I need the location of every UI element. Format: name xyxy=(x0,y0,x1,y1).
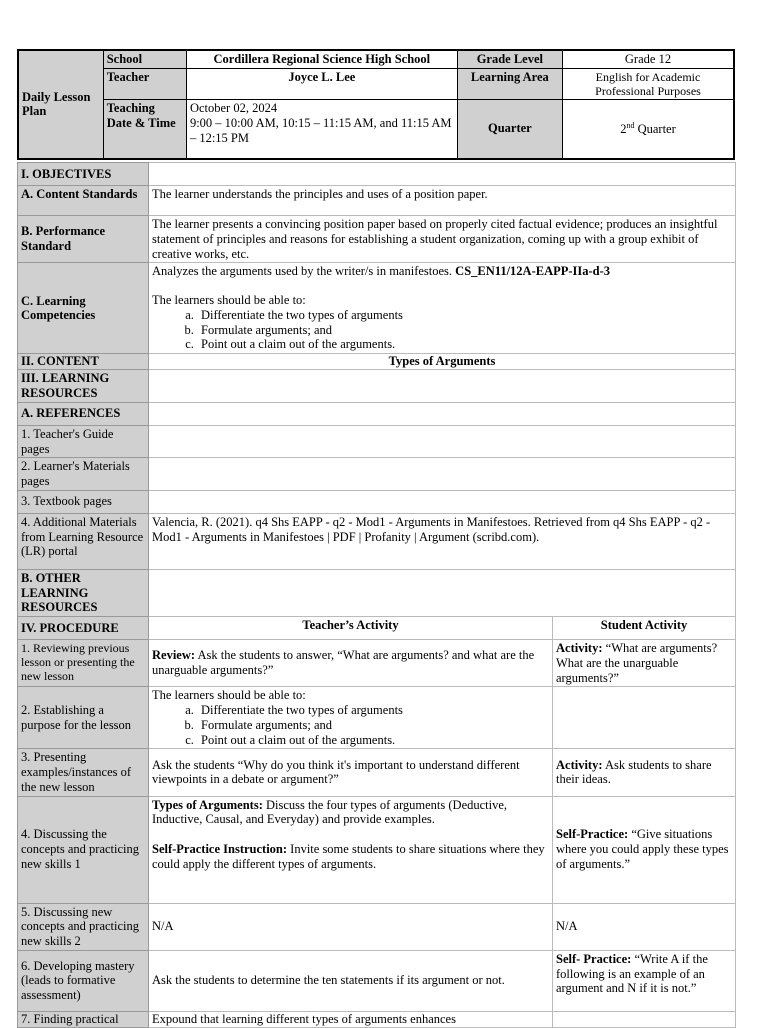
types-text: Discuss the four types of arguments (Deductive, Inductive, Causal, and Everyday) and provide examples. xyxy=(152,797,508,827)
learning-area-label: Learning Area xyxy=(457,68,562,99)
student-activity-header: Student Activity xyxy=(553,617,736,640)
list-item: c. Point out a claim out of the arguments. xyxy=(197,337,732,352)
procedure-step-7-teacher: Expound that learning different types of arguments enhances xyxy=(149,1011,553,1027)
activity-label: Activity: xyxy=(556,641,603,655)
teacher-activity-header: Teacher’s Activity xyxy=(149,617,553,640)
learning-competencies-value xyxy=(149,263,736,354)
textbook-pages-label: 3. Textbook pages xyxy=(18,490,149,513)
self-practice-text: “Write A if the following is an example of an argument and N if it is not.” xyxy=(556,951,708,996)
purpose-list xyxy=(152,703,549,747)
teachers-guide-value xyxy=(149,425,736,458)
review-text: Ask the students to answer, “What are arguments? and what are the unarguable arguments?” xyxy=(152,648,535,678)
competency-code: CS_EN11/12A-EAPP-IIa-d-3 xyxy=(455,264,611,279)
grade-level-label: Grade Level xyxy=(457,50,562,68)
procedure-step-7-student xyxy=(553,1011,736,1027)
list-item: a. Differentiate the two types of arguments xyxy=(197,308,732,323)
procedure-step-5-teacher: N/A xyxy=(149,903,553,950)
competency-intro: Analyzes the arguments used by the writer/s in manifestoes. xyxy=(152,264,456,279)
procedure-step-6-label: 6. Developing mastery (leads to formative assessment) xyxy=(18,950,149,1011)
procedure-step-1-student xyxy=(553,640,736,687)
lesson-plan-table xyxy=(17,162,736,1028)
learning-resources-empty xyxy=(149,370,736,403)
content-label: II. CONTENT xyxy=(18,354,149,370)
competency-should: The learners should be able to: xyxy=(152,293,306,307)
activity-text: “What are arguments? What are the unarguable arguments?” xyxy=(556,641,718,685)
performance-standard-label: B. Performance Standard xyxy=(18,216,149,263)
other-resources-label: B. OTHER LEARNING RESOURCES xyxy=(18,569,149,616)
daily-lesson-plan-label: Daily Lesson Plan xyxy=(18,50,103,159)
grade-level-value: Grade 12 xyxy=(562,50,734,68)
procedure-step-2-student xyxy=(553,687,736,749)
performance-standard-value: The learner presents a convincing position paper based on properly cited factual evidence; produces an insightful statement of principles and reasons for establishing a student organization, coming up with a group exhibit of creative works, etc. xyxy=(149,216,736,263)
list-item: b. Formulate arguments; and xyxy=(197,323,732,338)
references-label: A. REFERENCES xyxy=(18,402,149,425)
learners-materials-label: 2. Learner's Materials pages xyxy=(18,458,149,491)
procedure-step-1-label: 1. Reviewing previous lesson or presenting the new lesson xyxy=(18,640,149,687)
quarter-number: 2 xyxy=(620,122,627,137)
school-value: Cordillera Regional Science High School xyxy=(186,50,457,68)
teaching-date: October 02, 2024 xyxy=(189,101,278,116)
school-label: School xyxy=(103,50,186,68)
self-practice-label: Self-Practice: xyxy=(556,827,629,842)
procedure-step-5-label: 5. Discussing new concepts and practicing new skills 2 xyxy=(18,903,149,950)
self-practice-label: Self- Practice: xyxy=(556,951,632,966)
quarter-word: Quarter xyxy=(634,122,676,137)
types-of-arguments xyxy=(152,798,549,828)
teaching-date-label: Teaching Date & Time xyxy=(103,100,186,159)
self-practice-text: “Give situations where you could apply these types of arguments.” xyxy=(556,827,729,871)
activity-label: Activity: xyxy=(556,757,603,772)
procedure-heading: IV. PROCEDURE xyxy=(18,617,149,640)
procedure-step-5-student: N/A xyxy=(553,903,736,950)
procedure-step-6-student xyxy=(553,950,736,1011)
content-standards-label: A. Content Standards xyxy=(18,186,149,216)
objectives-heading: I. OBJECTIVES xyxy=(18,163,149,186)
learning-area-value: English for Academic Professional Purposes xyxy=(562,68,734,99)
learning-competencies-label: C. Learning Competencies xyxy=(18,263,149,354)
procedure-step-3-label: 3. Presenting examples/instances of the new lesson xyxy=(18,749,149,796)
purpose-intro: The learners should be able to: xyxy=(152,688,306,703)
procedure-step-4-teacher xyxy=(149,796,553,903)
header-table xyxy=(17,49,735,160)
teachers-guide-label: 1. Teacher's Guide pages xyxy=(18,425,149,458)
procedure-step-4-student xyxy=(553,796,736,903)
other-resources-value xyxy=(149,569,736,616)
procedure-step-4-label: 4. Discussing the concepts and practicing new skills 1 xyxy=(18,796,149,903)
activity-text: Ask students to share their ideas. xyxy=(556,757,712,787)
teacher-label: Teacher xyxy=(103,68,186,99)
content-standards-value: The learner understands the principles and uses of a position paper. xyxy=(149,186,736,216)
procedure-step-2-teacher xyxy=(149,687,553,749)
teaching-time: 9:00 – 10:00 AM, 10:15 – 11:15 AM, and 11:15 AM – 12:15 PM xyxy=(189,115,452,145)
types-label: Types of Arguments: xyxy=(152,797,263,812)
teacher-value: Joyce L. Lee xyxy=(186,68,457,99)
review-label: Review: xyxy=(152,648,196,663)
teaching-date-value xyxy=(186,100,457,159)
procedure-step-6-teacher: Ask the students to determine the ten statements if its argument or not. xyxy=(149,950,553,1011)
self-practice-instruction xyxy=(152,842,549,872)
learning-resources-label: III. LEARNING RESOURCES xyxy=(18,370,149,403)
list-item: c. Point out a claim out of the arguments. xyxy=(197,733,549,748)
competency-statement xyxy=(152,264,732,279)
learners-materials-value xyxy=(149,458,736,491)
competency-list xyxy=(152,308,732,352)
list-item: b. Formulate arguments; and xyxy=(197,718,549,733)
procedure-step-7-label: 7. Finding practical xyxy=(18,1011,149,1027)
procedure-step-2-label: 2. Establishing a purpose for the lesson xyxy=(18,687,149,749)
lr-portal-label: 4. Additional Materials from Learning Resource (LR) portal xyxy=(18,513,149,569)
instruction-label: Self-Practice Instruction: xyxy=(152,842,288,856)
procedure-step-1-teacher xyxy=(149,640,553,687)
quarter-value xyxy=(562,100,734,159)
textbook-pages-value xyxy=(149,490,736,513)
quarter-label: Quarter xyxy=(457,100,562,159)
instruction-text: Invite some students to share situations where they could apply the different types of arguments. xyxy=(152,842,545,871)
references-empty xyxy=(149,402,736,425)
procedure-step-3-teacher: Ask the students “Why do you think it's important to understand different viewpoints in a debate or argument?” xyxy=(149,749,553,796)
objectives-empty xyxy=(149,163,736,186)
list-item: a. Differentiate the two types of arguments xyxy=(197,703,549,718)
lr-portal-value: Valencia, R. (2021). q4 Shs EAPP - q2 - Mod1 - Arguments in Manifestoes. Retrieved from q4 Shs EAPP - q2 - Mod1 - Arguments in Manifestoes | PDF | Profanity | Argument (scribd.com). xyxy=(149,513,736,569)
content-value: Types of Arguments xyxy=(149,354,736,370)
procedure-step-3-student xyxy=(553,749,736,796)
quarter-suffix: nd xyxy=(626,120,635,130)
